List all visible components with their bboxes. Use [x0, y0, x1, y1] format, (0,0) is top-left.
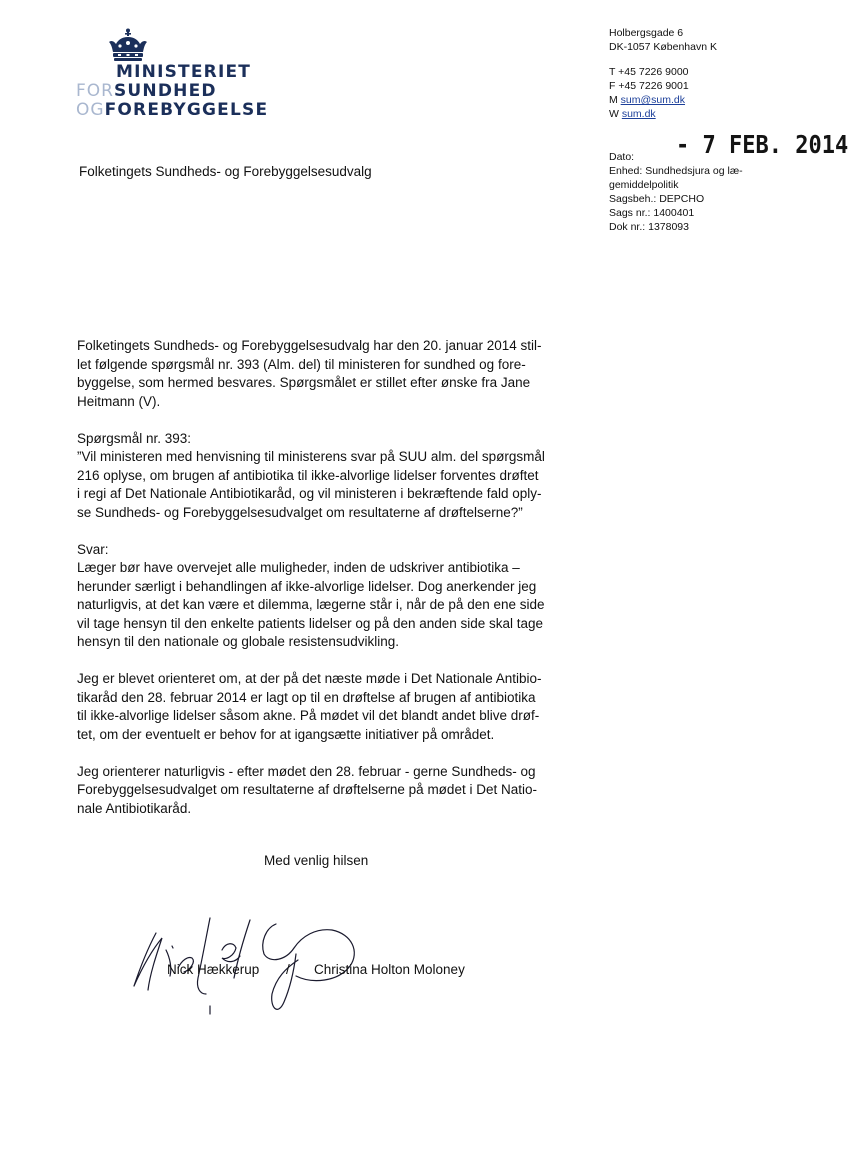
informed-paragraph — [77, 670, 577, 744]
body-line: Folketingets Sundheds- og Forebyggelsesudvalg har den 20. januar 2014 stil- — [77, 338, 542, 353]
logo-word-forebyggelse: FOREBYGGELSE — [104, 100, 269, 120]
signatory-2: Christina Holton Moloney — [314, 962, 465, 977]
body-line: Jeg er blevet orienteret om, at der på det næste møde i Det Nationale Antibio- — [77, 671, 542, 686]
body-line: Læger bør have overvejet alle muligheder, inden de udskriver antibiotika – — [77, 560, 520, 575]
body-line: i regi af Det Nationale Antibiotikaråd, og vil ministeren i bekræftende fald oply- — [77, 486, 542, 501]
unit-line-2: gemiddelpolitik — [609, 179, 679, 191]
crown-icon — [108, 28, 148, 64]
body-line: nale Antibiotikaråd. — [77, 800, 192, 816]
recipient: Folketingets Sundheds- og Forebyggelsesudvalg — [79, 164, 372, 179]
address-mail-row — [609, 93, 717, 107]
answer-paragraph — [77, 541, 577, 652]
address-fax: F +45 7226 9001 — [609, 80, 689, 92]
body-line: Heitmann (V). — [77, 393, 161, 409]
body-line: tikaråd den 28. februar 2014 er lagt op til en drøftelse af brugen af antibiotika — [77, 689, 536, 705]
question-paragraph — [77, 430, 577, 523]
body-line: Forebyggelsesudvalget om resultaterne af drøftelserne på mødet i Det Natio- — [77, 782, 537, 797]
intro-paragraph — [77, 337, 577, 411]
signatory-1: Nick Hækkerup — [167, 962, 260, 977]
body-line: naturligvis, at det kan være et dilemma, lægerne står i, når de på den ene side — [77, 597, 545, 612]
web-prefix: W — [609, 108, 622, 120]
signatory-separator: / — [286, 962, 290, 977]
body-line: ”Vil ministeren med henvisning til ministerens svar på SUU alm. del spørgsmål — [77, 449, 545, 464]
body-line: tet, om der eventuelt er behov for at igangsætte initiativer på området. — [77, 726, 495, 742]
logo-word-sundhed: SUNDHED — [113, 81, 217, 101]
logo-line-forebyggelse — [76, 101, 268, 119]
date-stamp: - 7 FEB. 2014 — [676, 131, 848, 160]
logo-line-sundhed — [76, 82, 217, 100]
mail-link[interactable]: sum@sum.dk — [620, 94, 686, 106]
body-line: til ikke-alvorlige lidelser såsom akne. På mødet vil det blandt andet blive drøf- — [77, 708, 540, 723]
address-street: Holbergsgade 6 — [609, 27, 684, 39]
body-line: Jeg orienterer naturligvis - efter mødet den 28. februar - gerne Sundheds- og — [77, 763, 536, 779]
address-city: DK-1057 København K — [609, 41, 717, 53]
body-line: vil tage hensyn til den enkelte patients lidelser og på den anden side skal tage — [77, 615, 544, 631]
ministry-logo — [76, 24, 316, 124]
letter-body — [77, 337, 577, 837]
body-line: Spørgsmål nr. 393: — [77, 430, 192, 446]
closing-paragraph — [77, 763, 577, 819]
address-web-row — [609, 107, 717, 121]
body-line: hensyn til den nationale og globale resistensudvikling. — [77, 634, 399, 649]
body-line: se Sundheds- og Forebyggelsesudvalget om resultaterne af drøftelserne?” — [77, 504, 523, 520]
greeting: Med venlig hilsen — [264, 853, 369, 868]
logo-line-ministeriet: MINISTERIET — [116, 62, 252, 82]
case-number: Sags nr.: 1400401 — [609, 207, 695, 219]
unit-line-1: Enhed: Sundhedsjura og læ- — [609, 165, 743, 177]
logo-prefix-for: FOR — [76, 81, 114, 101]
caseworker: Sagsbeh.: DEPCHO — [609, 193, 705, 205]
logo-prefix-og: OG — [76, 100, 105, 120]
body-line: herunder særligt i behandlingen af ikke-alvorlige lidelser. Dog anerkender jeg — [77, 578, 537, 594]
web-link[interactable]: sum.dk — [621, 108, 656, 120]
body-line: 216 oplyse, om brugen af antibiotika til ikke-alvorlige lidelser forventes drøftet — [77, 467, 539, 483]
case-meta — [609, 150, 743, 234]
address-block — [609, 26, 717, 121]
body-line: byggelse, som hermed besvares. Spørgsmålet er stillet efter ønske fra Jane — [77, 375, 531, 390]
date-label: Dato: — [609, 151, 635, 163]
body-line: let følgende spørgsmål nr. 393 (Alm. del) til ministeren for sundhed og fore- — [77, 356, 526, 372]
mail-prefix: M — [609, 94, 621, 106]
document-number: Dok nr.: 1378093 — [609, 221, 689, 233]
body-line: Svar: — [77, 541, 109, 557]
handwritten-signature — [126, 898, 366, 1018]
address-phone: T +45 7226 9000 — [609, 66, 689, 78]
